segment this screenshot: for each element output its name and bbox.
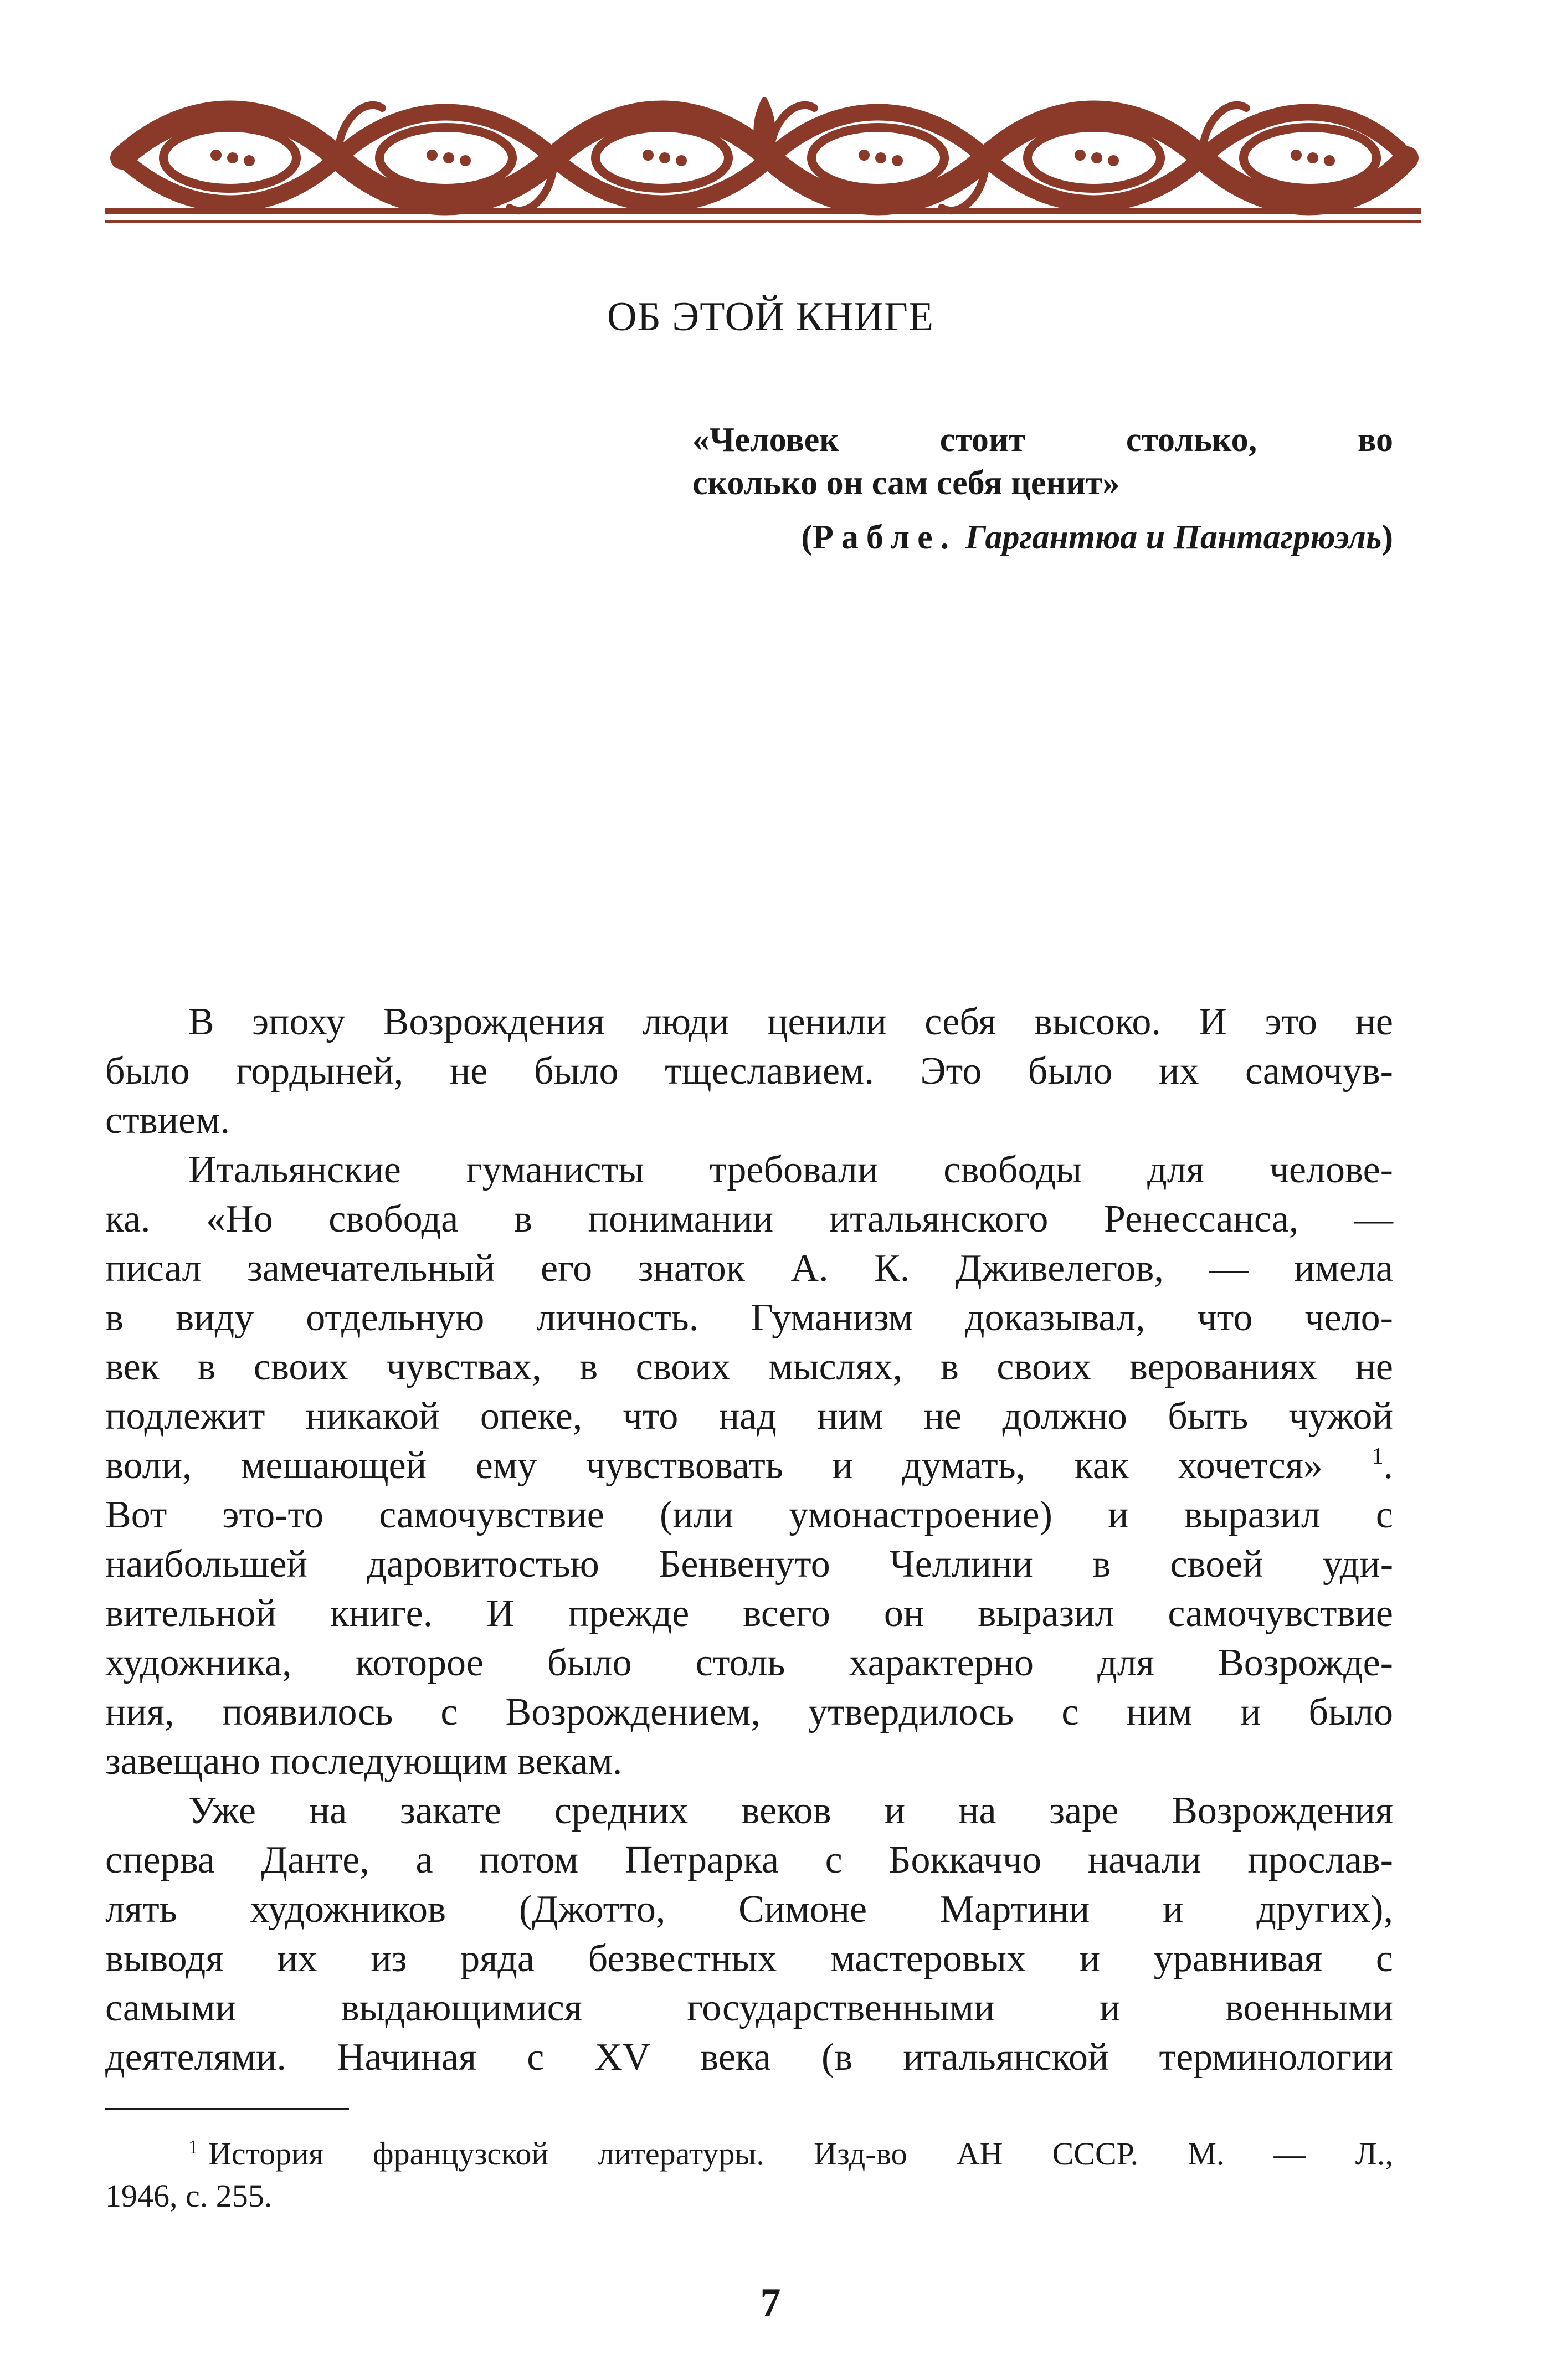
body-line-with-footnote bbox=[105, 1441, 1393, 1490]
epigraph-attribution bbox=[692, 516, 1393, 559]
body-text bbox=[105, 997, 1393, 2082]
body-line: деятелями. Начиная с XV века (в итальянской терминологии bbox=[105, 2036, 1393, 2079]
body-line: ствием. bbox=[105, 1099, 230, 1142]
body-line: выводя их из ряда безвестных мастеровых и уравнивая с bbox=[105, 1937, 1393, 1980]
attribution-open-paren: ( bbox=[801, 519, 813, 556]
body-line: вительной книге. И прежде всего он выразил самочувствие bbox=[105, 1592, 1393, 1635]
footnote-marker: 1 bbox=[188, 2136, 198, 2158]
body-line: писал замечательный его знаток А. К. Дживелегов, — имела bbox=[105, 1247, 1393, 1290]
body-line: Вот это-то самочувствие (или умонастроение) и выразил с bbox=[105, 1494, 1393, 1536]
epigraph-quote-line: сколько он сам себя ценит» bbox=[692, 464, 1120, 502]
footnote-reference-suffix: . bbox=[1383, 1444, 1394, 1487]
ornament-header bbox=[105, 75, 1421, 230]
body-line-text: воли, мешающей ему чувствовать и думать, как хочется» bbox=[105, 1444, 1323, 1487]
epigraph-work: Гаргантюа и Пантагрюэль bbox=[965, 519, 1382, 556]
body-line: в виду отдельную личность. Гуманизм доказывал, что чело- bbox=[105, 1296, 1393, 1339]
epigraph-quote-line: «Человек стоит столько, во bbox=[692, 421, 1393, 459]
footnote-line: 1946, с. 255. bbox=[105, 2178, 273, 2214]
body-line: самыми выдающимися государственными и военными bbox=[105, 1987, 1393, 2029]
footnote-reference: 1 bbox=[1372, 1444, 1384, 1469]
body-line: было гордыней, не было тщеславием. Это было их самочув- bbox=[105, 1050, 1393, 1092]
body-line: подлежит никакой опеке, что над ним не должно быть чужой bbox=[105, 1395, 1393, 1438]
body-line: художника, которое было столь характерно для Возрожде- bbox=[105, 1642, 1393, 1684]
body-line: ка. «Но свобода в понимании итальянского Ренессанса, — bbox=[105, 1198, 1393, 1240]
page-number: 7 bbox=[760, 2280, 781, 2326]
epigraph bbox=[692, 418, 1393, 559]
epigraph-author: Рабле. bbox=[812, 519, 957, 556]
body-line: завещано последующим векам. bbox=[105, 1740, 623, 1783]
footnote-line bbox=[105, 2133, 1393, 2175]
body-line: лять художников (Джотто, Симоне Мартини и других), bbox=[105, 1888, 1393, 1931]
footnote bbox=[105, 2133, 1393, 2217]
body-line: век в своих чувствах, в своих мыслях, в своих верованиях не bbox=[105, 1346, 1393, 1388]
footnote-separator bbox=[105, 2108, 349, 2110]
body-line: наибольшей даровитостью Бенвенуто Челлини в своей уди- bbox=[105, 1543, 1393, 1586]
body-line: сперва Данте, а потом Петрарка с Боккаччо начали прослав- bbox=[105, 1839, 1393, 1881]
body-line: Итальянские гуманисты требовали свободы для челове- bbox=[188, 1148, 1393, 1191]
chapter-title: ОБ ЭТОЙ КНИГЕ bbox=[607, 294, 934, 340]
body-line: ния, появилось с Возрождением, утвердилось с ним и было bbox=[105, 1691, 1393, 1733]
vine-ornament-graphic bbox=[105, 75, 1421, 230]
body-line: Уже на закате средних веков и на заре Возрождения bbox=[188, 1789, 1393, 1832]
attribution-close-paren: ) bbox=[1381, 519, 1393, 556]
body-line: В эпоху Возрождения люди ценили себя высоко. И это не bbox=[188, 1001, 1393, 1043]
footnote-text: История французской литературы. Изд-во АН СССР. М. — Л., bbox=[208, 2136, 1393, 2172]
